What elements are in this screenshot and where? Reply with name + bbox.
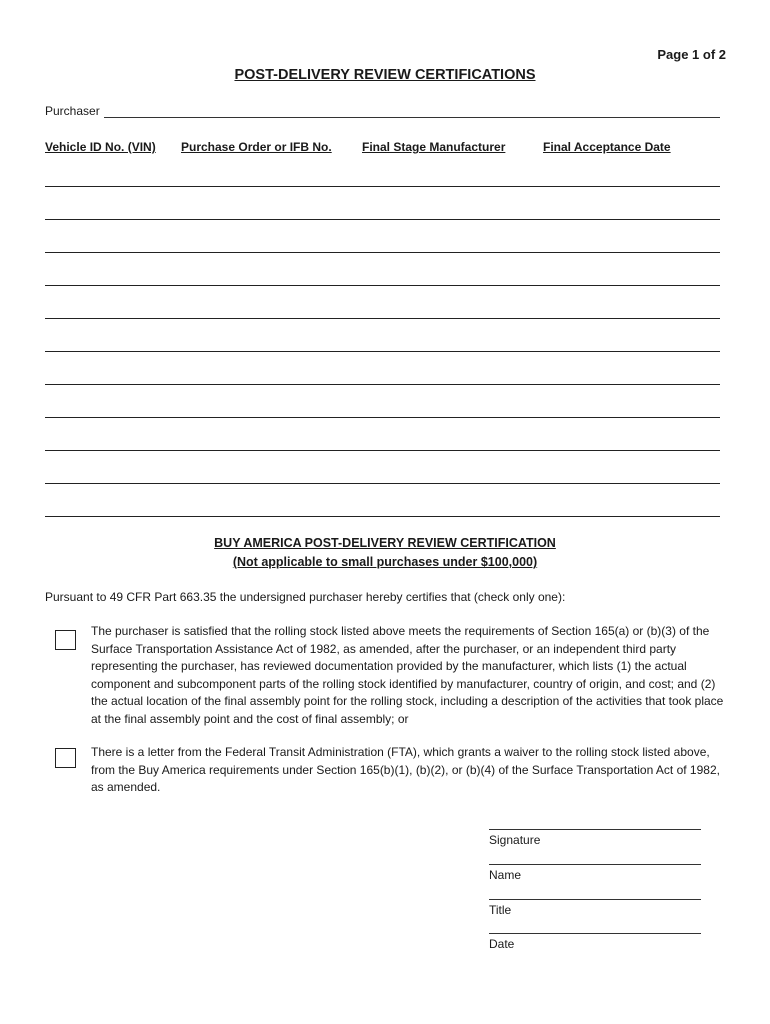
column-header-vin: Vehicle ID No. (VIN) xyxy=(45,140,156,154)
document-title: POST-DELIVERY REVIEW CERTIFICATIONS xyxy=(234,67,536,83)
option-2-text: There is a letter from the Federal Transit Administration (FTA), which grants a waiver to the rolling stock listed above, from the Buy America requirements under Section 165(b)(1), (b)(2), or (b)(4) of the Surface Transportation Act of 1982, as amended. xyxy=(91,745,720,794)
entry-line[interactable] xyxy=(45,186,720,187)
purchaser-label: Purchaser xyxy=(45,104,100,118)
column-header-purchase-order: Purchase Order or IFB No. xyxy=(181,140,332,154)
title-label: Title xyxy=(489,903,512,917)
entry-line[interactable] xyxy=(45,252,720,253)
option-1-text: The purchaser is satisfied that the rolling stock listed above meets the requirements of Section 165(a) or (b)(3) of the Surface Transportation Assistance Act of 1982, as amended, after the purchaser, or an independent third party representing the purchaser, has reviewed documentation provided by the manufacturer, which lists (1) the actual component and subcomponent parts of the rolling stock identified by manufacturer, country of origin, and cost; and (2) the actual location of the final assembly point for the rolling stock, including a description of the activities that took place at the final assembly point and the cost of final assembly; or xyxy=(91,624,724,726)
column-header-acceptance-date: Final Acceptance Date xyxy=(543,140,671,154)
name-label: Name xyxy=(489,868,522,882)
name-line[interactable] xyxy=(489,864,701,865)
entry-line[interactable] xyxy=(45,417,720,418)
entry-line[interactable] xyxy=(45,351,720,352)
section-subtitle: (Not applicable to small purchases under $100,000) xyxy=(232,555,538,569)
signature-label: Signature xyxy=(489,833,541,847)
purchaser-input-line[interactable] xyxy=(104,106,720,118)
entry-line[interactable] xyxy=(45,516,720,517)
purchaser-field xyxy=(45,104,720,118)
entry-line[interactable] xyxy=(45,318,720,319)
date-line[interactable] xyxy=(489,933,701,934)
entry-line[interactable] xyxy=(45,384,720,385)
certification-intro: Pursuant to 49 CFR Part 663.35 the undersigned purchaser hereby certifies that (check only one): xyxy=(45,590,566,604)
entry-line[interactable] xyxy=(45,483,720,484)
column-header-manufacturer: Final Stage Manufacturer xyxy=(362,140,506,154)
entry-line[interactable] xyxy=(45,285,720,286)
date-label: Date xyxy=(489,937,515,951)
checkbox-option-2[interactable] xyxy=(55,748,76,768)
checkbox-option-1[interactable] xyxy=(55,630,76,650)
title-line[interactable] xyxy=(489,899,701,900)
section-title: BUY AMERICA POST-DELIVERY REVIEW CERTIFICATION xyxy=(214,536,556,550)
entry-line[interactable] xyxy=(45,450,720,451)
signature-line[interactable] xyxy=(489,829,701,830)
page-number: Page 1 of 2 xyxy=(657,47,726,62)
entry-line[interactable] xyxy=(45,219,720,220)
